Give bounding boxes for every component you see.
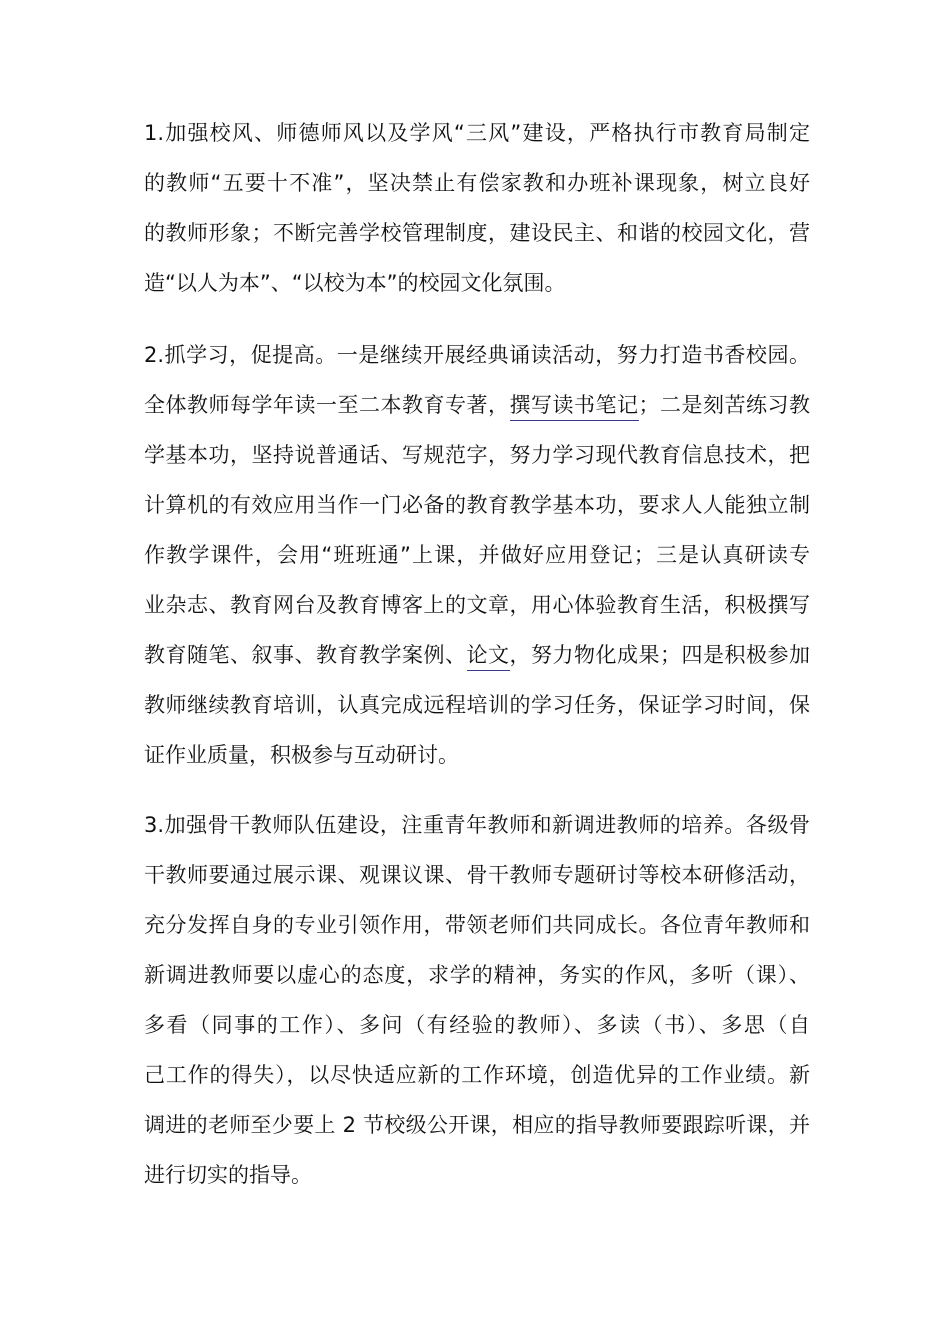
paragraph-3 [144, 800, 810, 1200]
text-line [144, 630, 810, 680]
link-write-reading-notes[interactable]: 撰写读书笔记 [510, 393, 639, 421]
text-line: 多看（同事的工作）、多问（有经验的教师）、多读（书）、多思（自 [144, 1013, 810, 1037]
text-line: 新调进教师要以虚心的态度，求学的精神，务实的作风，多听（课）、 [144, 963, 810, 987]
text-line: 1.加强校风、师德师风以及学风“三风”建设，严格执行市教育局制定 [144, 121, 810, 145]
text-line: 3.加强骨干教师队伍建设，注重青年教师和新调进教师的培养。各级骨 [144, 813, 810, 837]
text-line: 进行切实的指导。 [144, 1163, 312, 1187]
text-line: 业杂志、教育网台及教育博客上的文章，用心体验教育生活，积极撰写 [144, 593, 810, 617]
text-line: 充分发挥自身的专业引领作用，带领老师们共同成长。各位青年教师和 [144, 913, 810, 937]
text-segment: 全体教师每学年读一至二本教育专著， [144, 393, 510, 417]
text-line: 的教师“五要十不准”，坚决禁止有偿家教和办班补课现象，树立良好 [144, 171, 810, 195]
text-line: 造“以人为本”、“以校为本”的校园文化氛围。 [144, 271, 566, 295]
text-line: 教师继续教育培训，认真完成远程培训的学习任务，保证学习时间，保 [144, 693, 810, 717]
text-line: 计算机的有效应用当作一门必备的教育教学基本功，要求人人能独立制 [144, 493, 810, 517]
text-line [144, 380, 810, 430]
text-line: 作教学课件，会用“班班通”上课，并做好应用登记；三是认真研读专 [144, 543, 810, 567]
text-line: 学基本功，坚持说普通话、写规范字，努力学习现代教育信息技术，把 [144, 443, 810, 467]
text-segment: 教育随笔、叙事、教育教学案例、 [144, 643, 467, 667]
text-line: 证作业质量，积极参与互动研讨。 [144, 743, 459, 767]
text-segment: ，努力物化成果；四是积极参加 [509, 643, 810, 667]
text-line: 己工作的得失），以尽快适应新的工作环境，创造优异的工作业绩。新 [144, 1063, 810, 1087]
text-line: 调进的老师至少要上 2 节校级公开课，相应的指导教师要跟踪听课，并 [144, 1113, 810, 1137]
text-line: 的教师形象；不断完善学校管理制度，建设民主、和谐的校园文化，营 [144, 221, 810, 245]
paragraph-1 [144, 108, 810, 308]
link-thesis[interactable]: 论文 [467, 643, 510, 671]
paragraph-2 [144, 330, 810, 780]
text-line: 干教师要通过展示课、观课议课、骨干教师专题研讨等校本研修活动， [144, 863, 810, 887]
text-line: 2.抓学习，促提高。一是继续开展经典诵读活动，努力打造书香校园。 [144, 343, 810, 367]
text-segment: ；二是刻苦练习教 [638, 393, 810, 417]
